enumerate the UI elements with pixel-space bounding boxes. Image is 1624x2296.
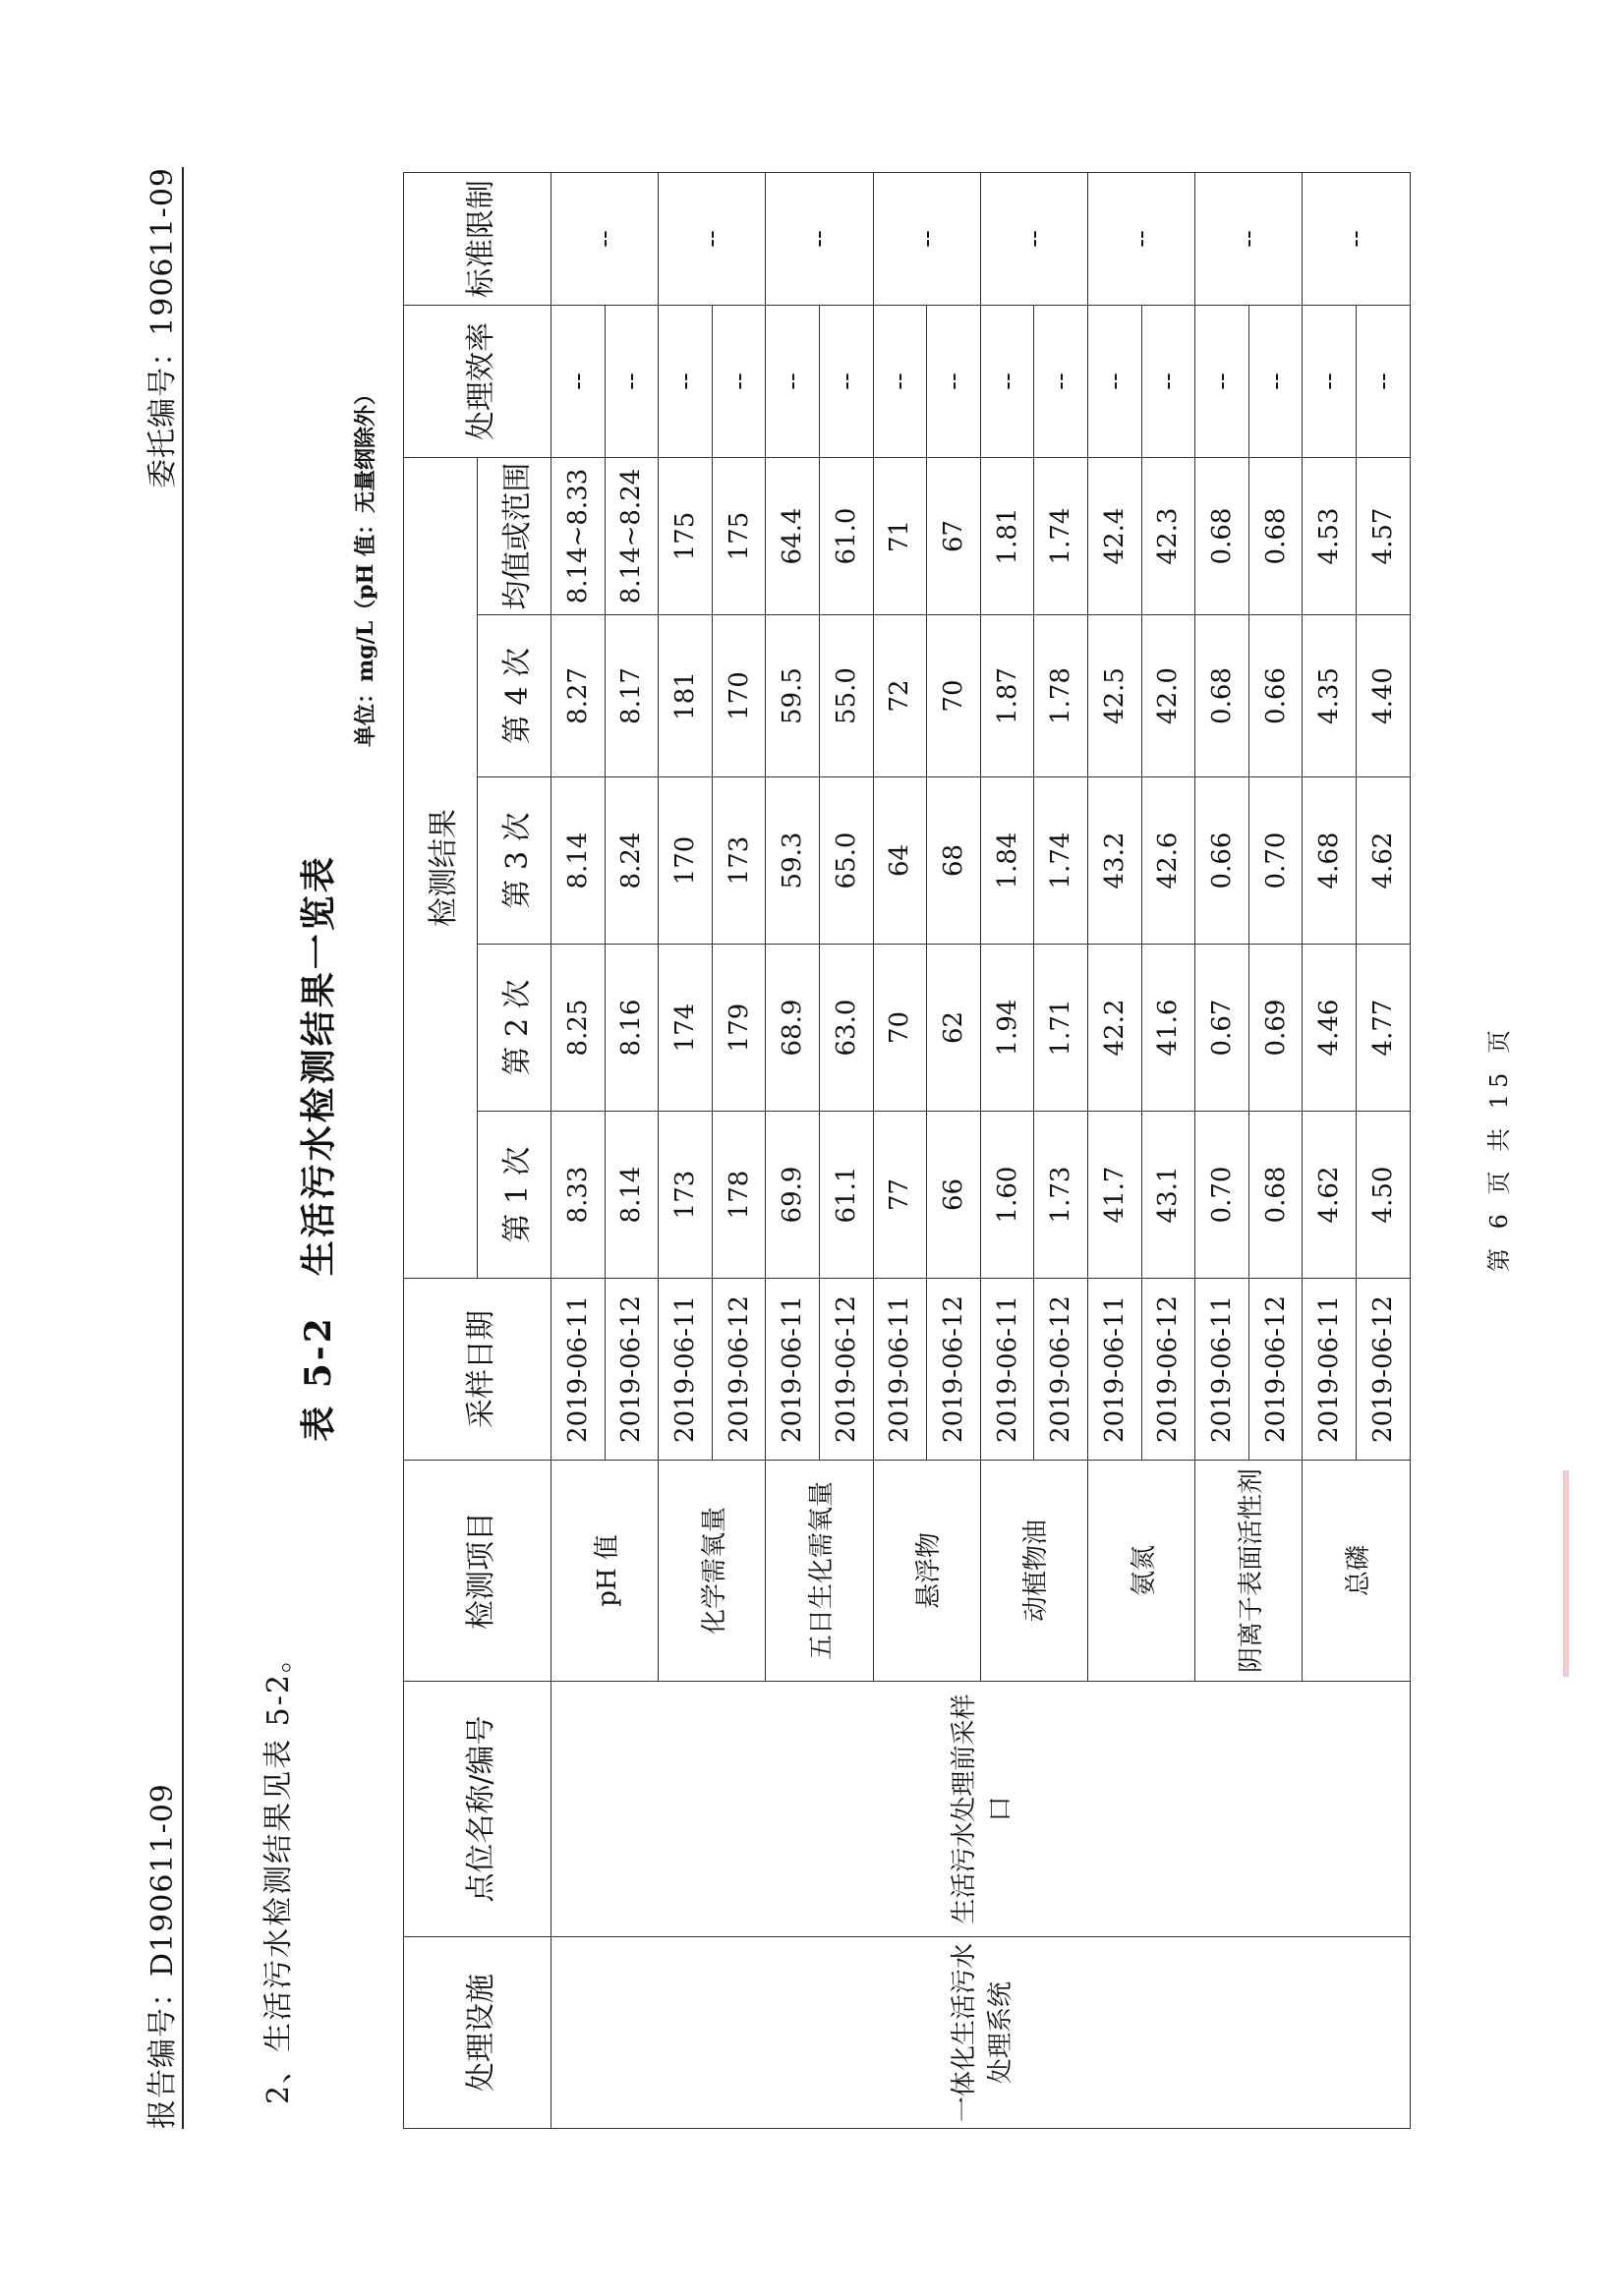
result-1: 41.7 [1087, 1112, 1141, 1279]
col-facility: 处理设施 [404, 1937, 551, 2129]
result-4: 42.0 [1141, 615, 1195, 777]
table-title-text: 生活污水检测结果一览表 [298, 854, 339, 1277]
result-1: 1.60 [980, 1112, 1034, 1279]
sample-date: 2019-06-11 [1195, 1279, 1249, 1461]
result-1: 1.73 [1034, 1112, 1088, 1279]
result-4: 4.35 [1303, 615, 1357, 777]
result-3: 59.3 [766, 777, 820, 945]
point-cell: 生活污水处理前采样口 [551, 1682, 1411, 1937]
item-name: 氨氮 [1087, 1461, 1194, 1682]
avg-value: 71 [873, 457, 927, 614]
avg-value: 1.74 [1034, 457, 1088, 614]
result-3: 42.6 [1141, 777, 1195, 945]
result-1: 0.70 [1195, 1112, 1249, 1279]
result-2: 4.46 [1303, 945, 1357, 1112]
result-1: 69.9 [766, 1112, 820, 1279]
efficiency: -- [605, 305, 659, 457]
item-name: 化学需氧量 [659, 1461, 766, 1682]
avg-value: 42.4 [1087, 457, 1141, 614]
avg-value: 0.68 [1195, 457, 1249, 614]
avg-value: 8.14~8.33 [551, 457, 606, 614]
limit-value: -- [980, 172, 1087, 305]
result-2: 0.67 [1195, 945, 1249, 1112]
result-3: 8.14 [551, 777, 606, 945]
result-2: 0.69 [1248, 945, 1303, 1112]
efficiency: -- [1087, 305, 1141, 457]
efficiency: -- [1195, 305, 1249, 457]
sample-date: 2019-06-11 [1087, 1279, 1141, 1461]
result-1: 8.14 [605, 1112, 659, 1279]
item-name: 动植物油 [980, 1461, 1087, 1682]
efficiency: -- [873, 305, 927, 457]
avg-value: 67 [927, 457, 981, 614]
result-2: 8.25 [551, 945, 606, 1112]
efficiency: -- [1141, 305, 1195, 457]
result-3: 0.66 [1195, 777, 1249, 945]
result-1: 4.50 [1356, 1112, 1410, 1279]
col-r1: 第 1 次 [478, 1112, 551, 1279]
efficiency: -- [1356, 305, 1410, 457]
limit-value: -- [659, 172, 766, 305]
result-1: 4.62 [1303, 1112, 1357, 1279]
result-4: 0.68 [1195, 615, 1249, 777]
result-2: 41.6 [1141, 945, 1195, 1112]
sample-date: 2019-06-11 [766, 1279, 820, 1461]
result-1: 61.1 [819, 1112, 873, 1279]
result-2: 70 [873, 945, 927, 1112]
result-4: 1.78 [1034, 615, 1088, 777]
result-2: 42.2 [1087, 945, 1141, 1112]
intro-text: 2、生活污水检测结果见表 5-2。 [261, 1641, 296, 2104]
result-4: 55.0 [819, 615, 873, 777]
result-3: 43.2 [1087, 777, 1141, 945]
limit-value: -- [551, 172, 659, 305]
table-title [291, 0, 341, 2296]
limit-value: -- [1195, 172, 1303, 305]
result-1: 0.68 [1248, 1112, 1303, 1279]
sample-date: 2019-06-12 [1141, 1279, 1195, 1461]
result-2: 4.77 [1356, 945, 1410, 1112]
item-name: 悬浮物 [873, 1461, 980, 1682]
result-3: 173 [712, 777, 766, 945]
result-1: 43.1 [1141, 1112, 1195, 1279]
avg-value: 4.53 [1303, 457, 1357, 614]
efficiency: -- [1248, 305, 1303, 457]
result-2: 174 [659, 945, 713, 1112]
item-name: 总磷 [1303, 1461, 1410, 1682]
result-1: 8.33 [551, 1112, 606, 1279]
stamp-mark [1563, 1470, 1624, 1677]
table-number: 表 5-2 [298, 1315, 339, 1442]
efficiency: -- [819, 305, 873, 457]
result-1: 77 [873, 1112, 927, 1279]
limit-value: -- [873, 172, 980, 305]
result-4: 4.40 [1356, 615, 1410, 777]
col-date: 采样日期 [404, 1279, 551, 1461]
result-2: 68.9 [766, 945, 820, 1112]
result-4: 8.27 [551, 615, 606, 777]
page-footer: 第 6 页 共 15 页 [1485, 1024, 1513, 1272]
facility-cell: 一体化生活污水处理系统 [551, 1937, 1411, 2129]
sample-date: 2019-06-12 [712, 1279, 766, 1461]
result-3: 68 [927, 777, 981, 945]
result-4: 1.87 [980, 615, 1034, 777]
result-2: 63.0 [819, 945, 873, 1112]
sample-date: 2019-06-11 [1303, 1279, 1357, 1461]
result-4: 8.17 [605, 615, 659, 777]
result-4: 181 [659, 615, 713, 777]
avg-value: 61.0 [819, 457, 873, 614]
col-avg: 均值或范围 [478, 457, 551, 614]
avg-value: 0.68 [1248, 457, 1303, 614]
avg-value: 42.3 [1141, 457, 1195, 614]
efficiency: -- [551, 305, 606, 457]
efficiency: -- [1303, 305, 1357, 457]
result-4: 59.5 [766, 615, 820, 777]
avg-value: 64.4 [766, 457, 820, 614]
table-row [551, 172, 606, 2128]
limit-value: -- [1303, 172, 1410, 305]
efficiency: -- [659, 305, 713, 457]
efficiency: -- [712, 305, 766, 457]
avg-value: 4.57 [1356, 457, 1410, 614]
header-rule [182, 167, 184, 2129]
sample-date: 2019-06-12 [1356, 1279, 1410, 1461]
result-2: 179 [712, 945, 766, 1112]
result-3: 4.68 [1303, 777, 1357, 945]
sample-date: 2019-06-11 [551, 1279, 606, 1461]
unit-note: 单位：mg/L（pH 值：无量纲除外） [353, 383, 378, 747]
result-2: 62 [927, 945, 981, 1112]
result-4: 72 [873, 615, 927, 777]
results-body [551, 172, 1411, 2128]
result-3: 1.74 [1034, 777, 1088, 945]
sample-date: 2019-06-12 [819, 1279, 873, 1461]
col-r3: 第 3 次 [478, 777, 551, 945]
result-1: 178 [712, 1112, 766, 1279]
result-3: 8.24 [605, 777, 659, 945]
efficiency: -- [927, 305, 981, 457]
avg-value: 175 [712, 457, 766, 614]
sample-date: 2019-06-12 [605, 1279, 659, 1461]
col-r4: 第 4 次 [478, 615, 551, 777]
result-2: 1.94 [980, 945, 1034, 1112]
result-4: 42.5 [1087, 615, 1141, 777]
sample-date: 2019-06-11 [873, 1279, 927, 1461]
result-3: 4.62 [1356, 777, 1410, 945]
item-name: pH 值 [551, 1461, 659, 1682]
avg-value: 1.81 [980, 457, 1034, 614]
result-1: 173 [659, 1112, 713, 1279]
col-r2: 第 2 次 [478, 945, 551, 1112]
efficiency: -- [766, 305, 820, 457]
efficiency: -- [1034, 305, 1088, 457]
item-name: 五日生化需氧量 [766, 1461, 873, 1682]
sample-date: 2019-06-11 [659, 1279, 713, 1461]
result-4: 70 [927, 615, 981, 777]
limit-value: -- [766, 172, 873, 305]
result-3: 65.0 [819, 777, 873, 945]
result-3: 170 [659, 777, 713, 945]
col-point: 点位名称/编号 [404, 1682, 551, 1937]
result-2: 8.16 [605, 945, 659, 1112]
sample-date: 2019-06-12 [1034, 1279, 1088, 1461]
result-3: 1.84 [980, 777, 1034, 945]
col-results-group: 检测结果 [404, 457, 478, 1278]
sample-date: 2019-06-12 [927, 1279, 981, 1461]
sample-date: 2019-06-11 [980, 1279, 1034, 1461]
avg-value: 175 [659, 457, 713, 614]
result-4: 0.66 [1248, 615, 1303, 777]
report-number: 报告编号：D190611-09 [145, 1783, 180, 2129]
entrust-number: 委托编号：190611-09 [145, 167, 180, 488]
result-4: 170 [712, 615, 766, 777]
efficiency: -- [980, 305, 1034, 457]
result-3: 64 [873, 777, 927, 945]
result-3: 0.70 [1248, 777, 1303, 945]
limit-value: -- [1087, 172, 1194, 305]
avg-value: 8.14~8.24 [605, 457, 659, 614]
col-eff: 处理效率 [404, 305, 551, 457]
result-1: 66 [927, 1112, 981, 1279]
result-2: 1.71 [1034, 945, 1088, 1112]
sample-date: 2019-06-12 [1248, 1279, 1303, 1461]
col-item: 检测项目 [404, 1461, 551, 1682]
col-limit: 标准限制 [404, 172, 551, 305]
item-name: 阴离子表面活性剂 [1195, 1461, 1303, 1682]
results-table [403, 172, 1411, 2129]
